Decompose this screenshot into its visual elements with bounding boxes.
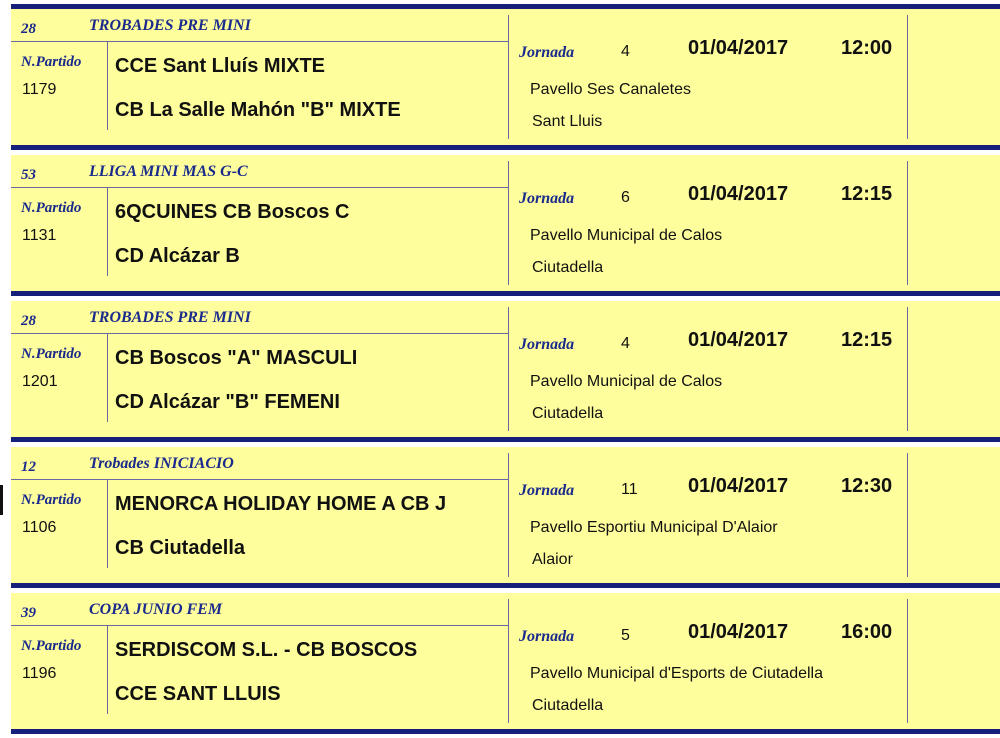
jornada-number: 4 [621,43,630,60]
jornada-label: Jornada [519,44,575,61]
competition-code: 12 [21,459,36,475]
match-number-label: N.Partido [21,492,82,508]
competition-name: LLIGA MINI MAS G-C [89,163,248,180]
jornada-number: 4 [621,335,630,352]
competition-name: COPA JUNIO FEM [89,601,223,618]
header-divider [11,625,508,626]
match-number-label: N.Partido [21,638,82,654]
number-divider [107,334,108,422]
number-divider [107,480,108,568]
match-time: 12:00 [841,37,893,59]
column-divider [508,599,509,723]
jornada-number: 11 [621,481,638,498]
number-divider [107,626,108,714]
competition-name: TROBADES PRE MINI [89,309,251,326]
match-card [11,447,1000,588]
away-team: CB La Salle Mahón "B" MIXTE [115,99,401,121]
competition-code: 28 [21,313,36,329]
jornada-label: Jornada [519,628,575,645]
venue-town: Sant Lluis [532,113,603,130]
venue-town: Ciutadella [532,259,604,276]
match-time: 12:15 [841,183,893,205]
venue-name: Pavello Municipal de Calos [530,227,723,244]
header-divider [11,187,508,188]
competition-code: 39 [21,605,36,621]
jornada-number: 6 [621,189,630,206]
away-team: CB Ciutadella [115,537,246,559]
column-divider [508,15,509,139]
home-team: 6QCUINES CB Boscos C [115,201,350,223]
match-date: 01/04/2017 [688,183,789,205]
column-divider-right [907,161,908,285]
match-date: 01/04/2017 [688,329,789,351]
away-team: CCE SANT LLUIS [115,683,281,705]
match-number: 1196 [22,665,57,682]
column-divider-right [907,15,908,139]
home-team: CCE Sant Lluís MIXTE [115,55,326,77]
column-divider-right [907,453,908,577]
column-divider [508,161,509,285]
away-team: CD Alcázar "B" FEMENI [115,391,340,413]
venue-name: Pavello Esportiu Municipal D'Alaior [530,519,778,536]
match-card [11,301,1000,442]
venue-town: Ciutadella [532,697,604,714]
venue-name: Pavello Ses Canaletes [530,81,691,98]
header-divider [11,333,508,334]
jornada-number: 5 [621,627,630,644]
match-card [11,9,1000,150]
match-card [11,593,1000,734]
jornada-label: Jornada [519,190,575,207]
column-divider [508,307,509,431]
home-team: MENORCA HOLIDAY HOME A CB J [115,493,447,515]
left-edge-mark [0,485,3,515]
header-divider [11,41,508,42]
column-divider-right [907,599,908,723]
match-number-label: N.Partido [21,54,82,70]
venue-name: Pavello Municipal d'Esports de Ciutadella [530,665,823,682]
match-time: 12:15 [841,329,893,351]
match-number-label: N.Partido [21,346,82,362]
match-date: 01/04/2017 [688,621,789,643]
competition-code: 28 [21,21,36,37]
away-team: CD Alcázar B [115,245,240,267]
competition-code: 53 [21,167,36,183]
match-number: 1201 [22,373,58,390]
match-date: 01/04/2017 [688,37,789,59]
number-divider [107,42,108,130]
jornada-label: Jornada [519,336,575,353]
match-number: 1179 [22,81,57,98]
venue-town: Ciutadella [532,405,604,422]
competition-name: TROBADES PRE MINI [89,17,251,34]
match-time: 16:00 [841,621,893,643]
home-team: CB Boscos "A" MASCULI [115,347,358,369]
match-number: 1131 [22,227,57,244]
match-time: 12:30 [841,475,893,497]
venue-name: Pavello Municipal de Calos [530,373,723,390]
match-card [11,155,1000,296]
jornada-label: Jornada [519,482,575,499]
number-divider [107,188,108,276]
header-divider [11,479,508,480]
home-team: SERDISCOM S.L. - CB BOSCOS [115,639,418,661]
match-number-label: N.Partido [21,200,82,216]
venue-town: Alaior [532,551,573,568]
competition-name: Trobades INICIACIO [89,455,234,472]
match-number: 1106 [22,519,57,536]
column-divider-right [907,307,908,431]
column-divider [508,453,509,577]
match-date: 01/04/2017 [688,475,789,497]
